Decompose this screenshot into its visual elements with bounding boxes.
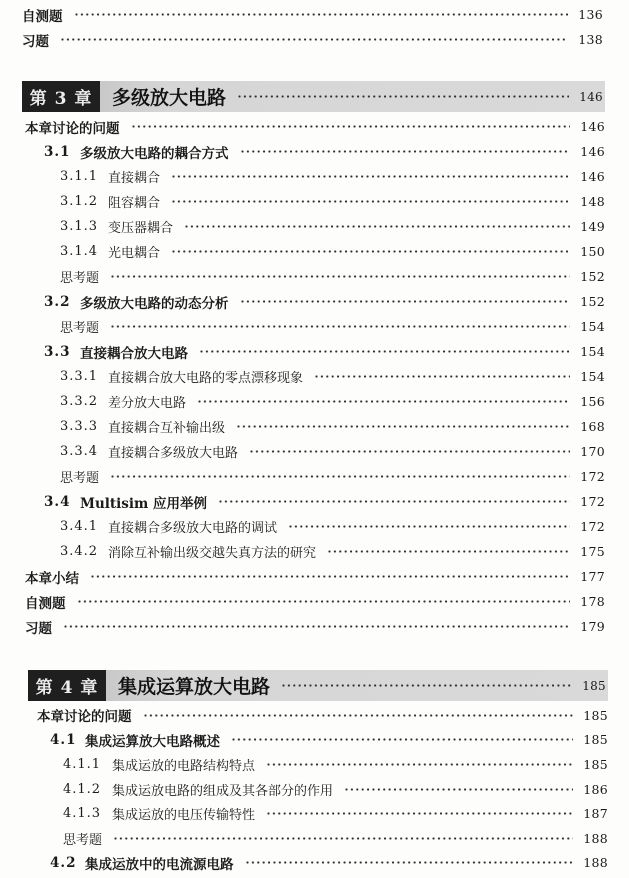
page-number: 172 [580,494,605,509]
dot-leader [172,250,570,253]
page-number: 150 [580,244,605,259]
page-number: 188 [583,855,608,871]
page-number: 148 [580,194,605,209]
dot-leader [64,625,570,628]
entry-title: 集成运放电路的组成及其各部分的作用 [112,783,334,799]
dot-leader [238,95,569,98]
entry-title: 本章小结 [25,570,79,587]
dot-leader [61,38,568,41]
section-number: 3.3.1 [60,369,99,384]
dot-leader [282,684,572,687]
chapter-header-band [28,670,608,701]
section-number: 3.3.4 [60,444,99,459]
toc-entry-list [28,703,608,875]
page-number: 146 [580,144,605,159]
page-number: 185 [583,707,608,723]
toc-entry-list [22,2,603,52]
entry-title: 集成运放的电路结构特点 [112,758,256,774]
section-number: 3.4.1 [60,519,99,534]
section-number: 4.1.3 [63,806,102,822]
dot-leader [91,575,570,578]
page-number: 154 [580,319,605,334]
dot-leader [75,13,569,16]
section-number: 3.1.3 [60,219,99,234]
entry-title: 习题 [22,33,49,50]
toc-entry [22,414,605,439]
chapter-number-badge: 第 3 章 [22,81,100,112]
chapter-number-badge: 第 4 章 [28,670,106,701]
toc-entry [22,239,605,264]
entry-title: 直接耦合 [108,171,161,186]
entry-title: 多级放大电路的耦合方式 [80,145,229,162]
dot-leader [111,325,570,328]
toc-entry [28,777,608,802]
page-number: 172 [580,469,605,484]
toc-entry [22,514,605,539]
toc-entry [28,801,608,826]
dot-leader [172,175,570,178]
toc-entry [22,214,605,239]
dot-leader [172,200,570,203]
toc-entry-list [22,114,605,639]
section-number: 4.1 [50,731,77,748]
dot-leader [132,125,571,128]
section-number: 3.1.4 [60,244,99,259]
dot-leader [345,788,573,791]
entry-title: 本章讨论的问题 [37,709,132,726]
entry-title: 变压器耦合 [108,221,174,236]
toc-entry [22,389,605,414]
section-number: 3.4 [44,493,71,510]
page-number: 146 [580,169,605,184]
section-number: 4.1.2 [63,781,102,797]
toc-entry [28,703,608,728]
page-number: 175 [580,544,605,559]
page-number: 168 [580,419,605,434]
entry-title: 自测题 [22,8,63,25]
toc-entry [22,114,605,139]
toc-entry [22,139,605,164]
page-number: 146 [580,119,605,134]
toc-entry [22,189,605,214]
toc-entry [22,27,603,52]
dot-leader [241,150,571,153]
toc-entry [22,164,605,189]
toc-entry [22,289,605,314]
entry-title: Multisim 应用举例 [80,495,207,512]
dot-leader [328,550,570,553]
section-number: 3.3 [44,343,71,360]
entry-title: 多级放大电路的动态分析 [80,295,229,312]
entry-title: 消除互补输出级交越失真方法的研究 [108,546,317,561]
page-number: 154 [580,344,605,359]
dot-leader [200,350,570,353]
dot-leader [241,300,571,303]
toc-entry [28,728,608,753]
section-number: 3.2 [44,293,71,310]
page-number: 138 [578,32,603,47]
dot-leader [144,714,574,717]
chapter-section [22,81,605,639]
toc-entry [22,539,605,564]
entry-title: 思考题 [63,832,103,848]
section-number: 3.3.2 [60,394,99,409]
chapter-header-band [22,81,605,112]
dot-leader [111,475,570,478]
toc-entry [28,851,608,876]
entry-title: 思考题 [60,471,100,486]
page-number: 177 [580,569,605,584]
toc-entry [22,339,605,364]
entry-title: 习题 [25,620,52,637]
toc-entry [28,826,608,851]
page-number: 152 [580,269,605,284]
dot-leader [237,425,570,428]
section-number: 4.1.1 [63,756,102,772]
chapter-section [28,670,608,875]
section-number: 4.2 [50,854,77,871]
section-number: 3.4.2 [60,544,99,559]
entry-title: 阻容耦合 [108,196,161,211]
toc-entry [22,2,603,27]
section-number: 3.3.3 [60,419,99,434]
page-number: 172 [580,519,605,534]
section-number: 3.1.2 [60,194,99,209]
dot-leader [185,225,570,228]
page-number: 136 [578,7,603,22]
entry-title: 光电耦合 [108,246,161,261]
entry-title: 思考题 [60,321,100,336]
dot-leader [219,500,570,503]
toc-entry [22,314,605,339]
entry-title: 直接耦合放大电路 [80,345,188,362]
dot-leader [232,738,573,741]
dot-leader [246,861,574,864]
dot-leader [198,400,570,403]
toc-entry [22,564,605,589]
toc-top-entries [22,2,603,52]
section-number: 3.1.1 [60,169,99,184]
dot-leader [111,275,570,278]
page-number: 152 [580,294,605,309]
toc-entry [22,464,605,489]
page-number: 187 [583,806,608,822]
dot-leader [114,837,573,840]
page-number: 188 [583,830,608,846]
entry-title: 集成运放中的电流源电路 [85,856,234,873]
entry-title: 思考题 [60,271,100,286]
page-number: 170 [580,444,605,459]
toc-entry [22,589,605,614]
entry-title: 集成运算放大电路概述 [85,733,220,750]
page-number: 178 [580,594,605,609]
dot-leader [78,600,571,603]
section-number: 3.1 [44,143,71,160]
entry-title: 直接耦合互补输出级 [108,421,226,436]
chapter-title: 集成运算放大电路 [118,676,271,698]
toc-entry [22,489,605,514]
page-number: 185 [583,756,608,772]
dot-leader [315,375,570,378]
toc-entry [22,614,605,639]
dot-leader [267,763,573,766]
entry-title: 差分放大电路 [108,396,187,411]
entry-title: 直接耦合多级放大电路 [108,446,239,461]
dot-leader [250,450,570,453]
entry-title: 本章讨论的问题 [25,120,120,137]
page-number: 154 [580,369,605,384]
page-number: 149 [580,219,605,234]
chapter-title: 多级放大电路 [112,87,227,109]
page-number: 185 [582,678,606,693]
page-number: 179 [580,619,605,634]
toc-entry [22,364,605,389]
dot-leader [267,812,573,815]
page-number: 146 [579,89,603,104]
entry-title: 直接耦合多级放大电路的调试 [108,521,278,536]
page-number: 156 [580,394,605,409]
entry-title: 直接耦合放大电路的零点漂移现象 [108,371,304,386]
page-number: 186 [583,781,608,797]
toc-entry [22,264,605,289]
dot-leader [289,525,570,528]
entry-title: 自测题 [25,595,66,612]
toc-entry [22,439,605,464]
toc-entry [28,752,608,777]
entry-title: 集成运放的电压传输特性 [112,808,256,824]
page-number: 185 [583,732,608,748]
